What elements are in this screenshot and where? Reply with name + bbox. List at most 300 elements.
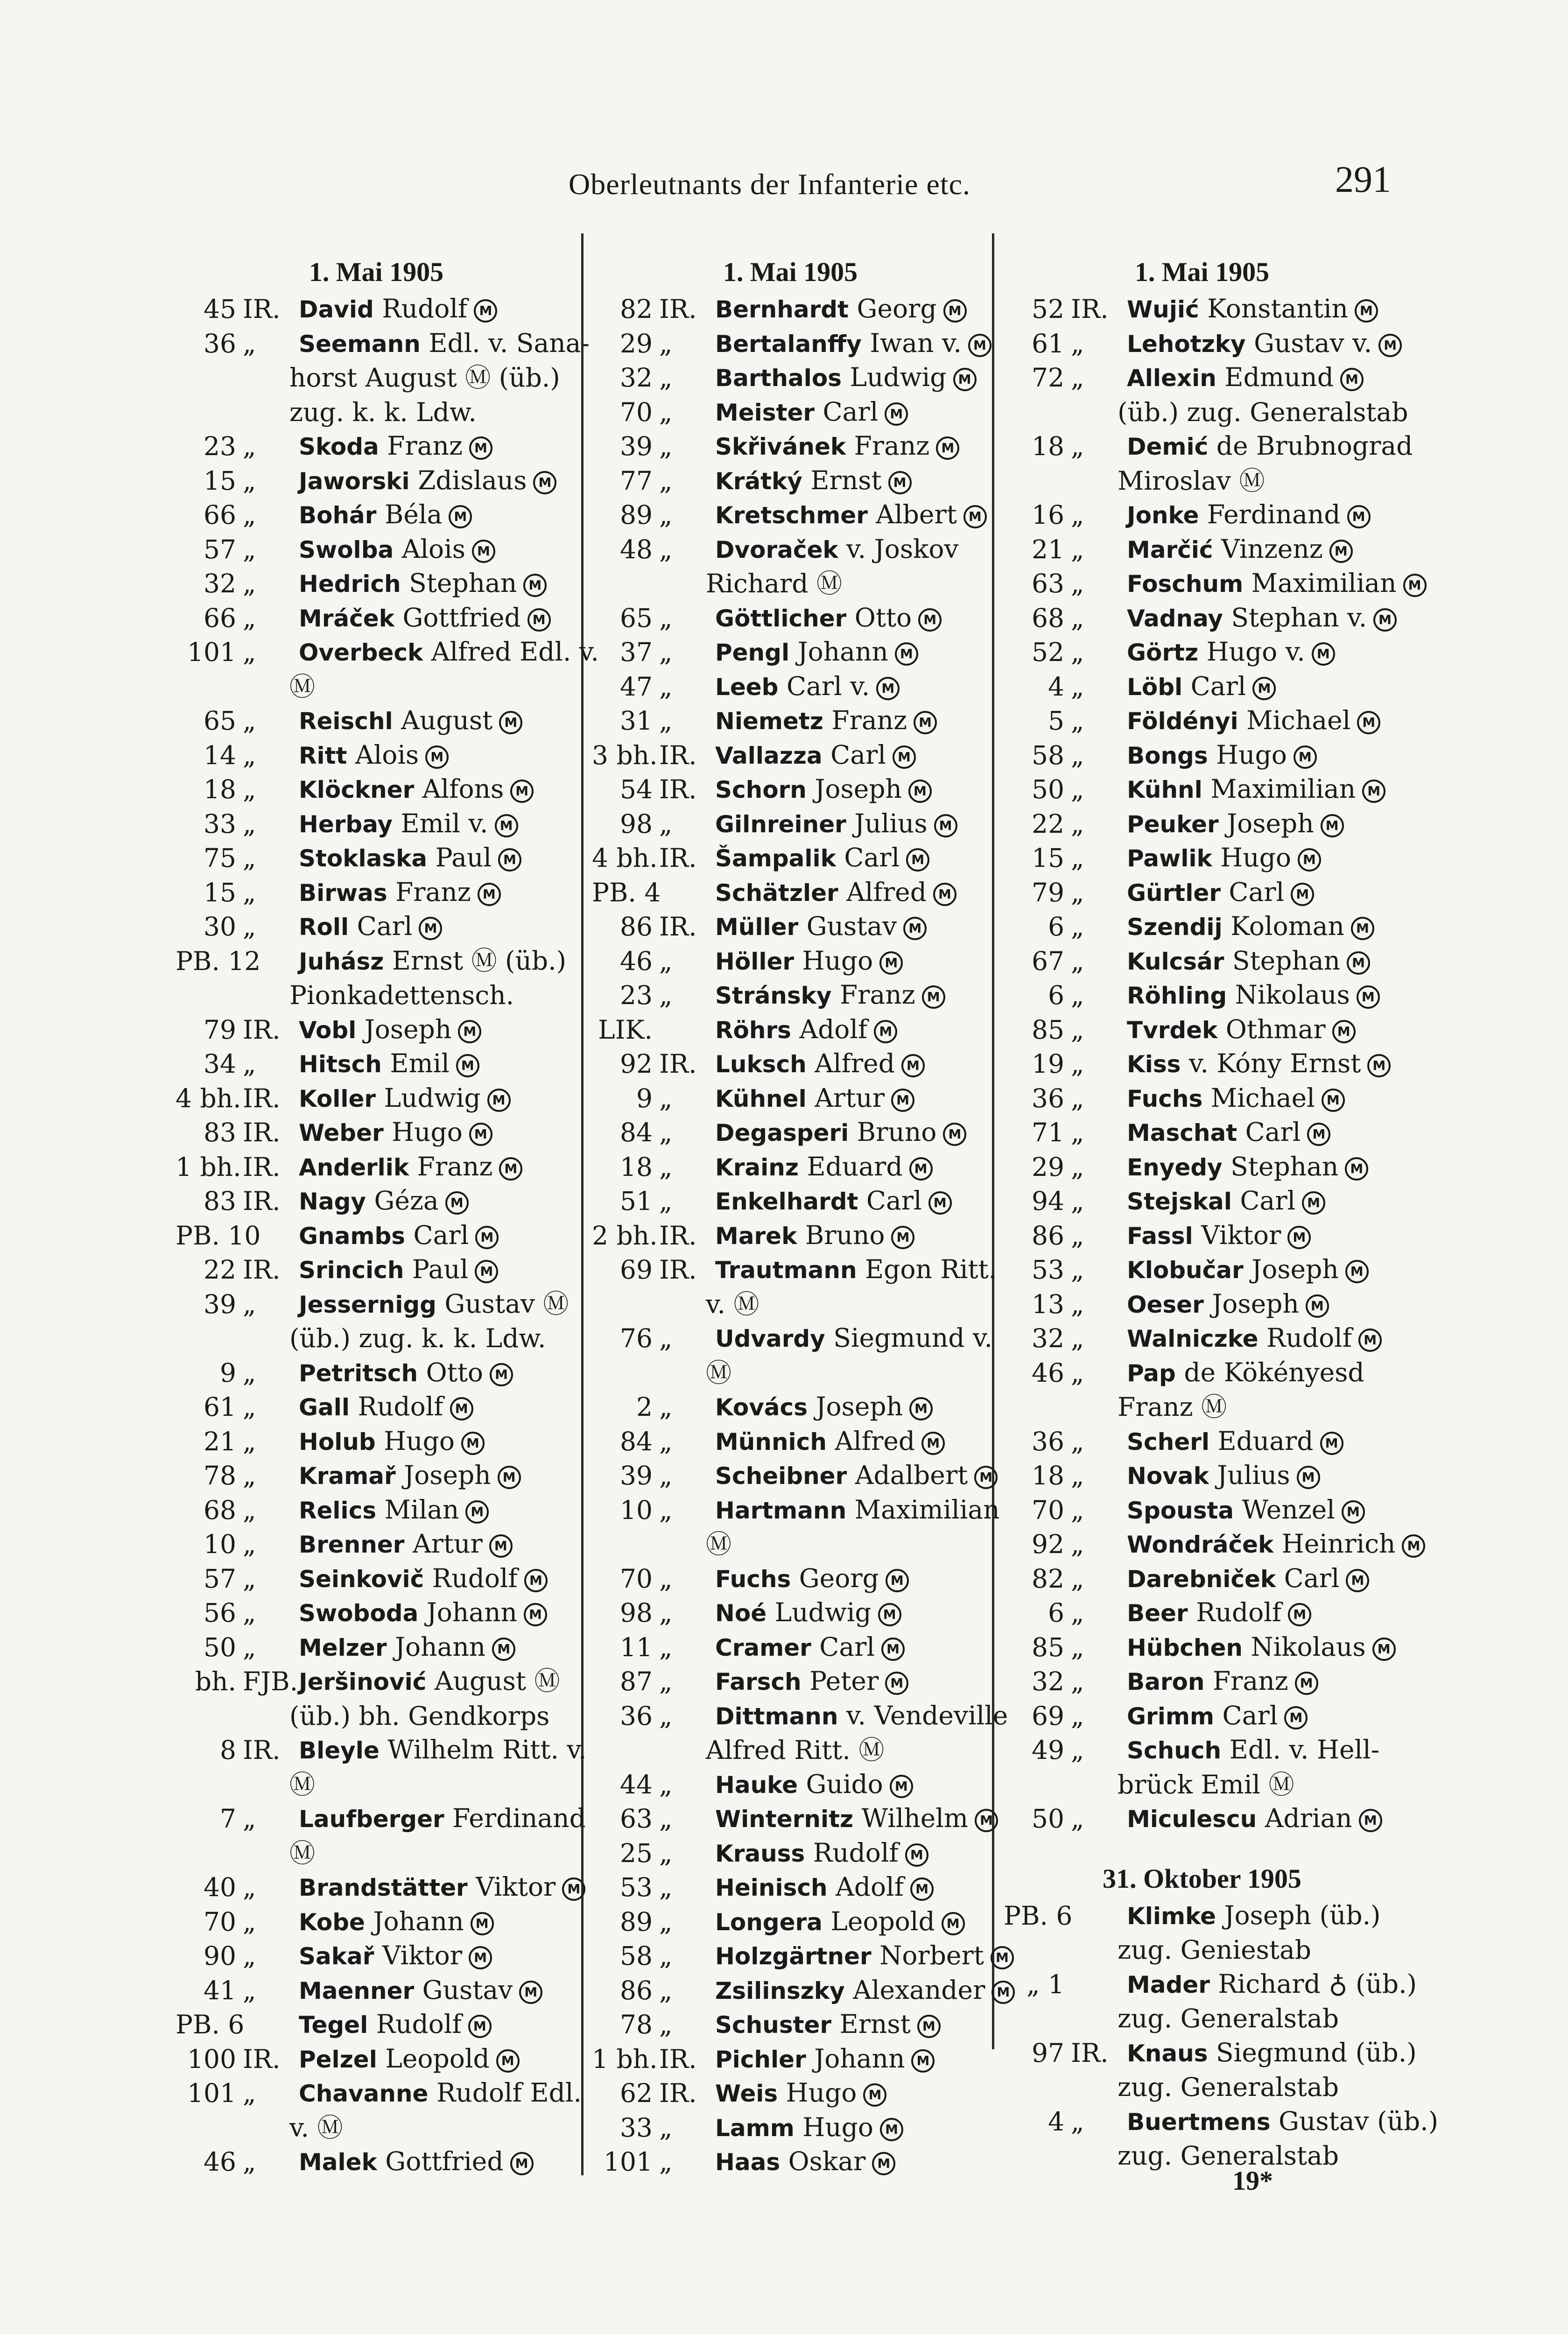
entry-unit: „ [1071, 2106, 1084, 2137]
list-item [176, 1733, 587, 1802]
surname: Gall [299, 1394, 350, 1421]
entry-name [1124, 635, 1335, 670]
given-name: Artur [412, 1529, 483, 1559]
section-heading: 31. Oktober 1905 [1103, 1863, 1301, 1894]
surname: Tvrdek [1127, 1016, 1218, 1044]
merit-mark-icon: M [903, 917, 927, 940]
surname: Vobl [299, 1016, 357, 1044]
list-item [1004, 1527, 1420, 1562]
entry-name [712, 1184, 952, 1219]
entry-number: 58 [620, 1941, 653, 1971]
surname: Juhász [299, 948, 384, 975]
entry-number: 84 [620, 1118, 653, 1147]
merit-mark-icon: M [469, 436, 492, 460]
entry-line [1004, 2036, 1417, 2071]
given-name: Julius [1217, 1460, 1290, 1490]
entry-number: 25 [620, 1838, 653, 1868]
surname: Beer [1127, 1600, 1188, 1627]
given-name: Hugo [802, 2112, 874, 2142]
entry-line [1004, 670, 1400, 704]
entry-line [1004, 1665, 1400, 1699]
surname: Dittmann [715, 1702, 838, 1730]
entry-unit: „ [1071, 774, 1084, 804]
surname: Jonke [1127, 502, 1199, 529]
entry-number: 46 [204, 2147, 236, 2177]
continuation-text: brück Emil Ⓜ [1118, 1769, 1294, 1800]
entry-unit: „ [659, 1632, 673, 1662]
surname: Bertalanffy [715, 330, 862, 358]
continuation-text: Franz Ⓜ [1118, 1392, 1227, 1422]
entry-unit: „ [659, 1906, 673, 1937]
merit-mark-icon: M [928, 1191, 952, 1215]
entry-unit: „ [659, 980, 673, 1010]
list-item [592, 2111, 989, 2145]
entry-name [296, 1047, 479, 1082]
entry-number: 101 [187, 637, 236, 667]
entry-name [1124, 360, 1364, 396]
entry-name [1124, 1493, 1365, 1528]
entry-name [1124, 772, 1385, 808]
merit-mark-icon: M [1332, 1020, 1356, 1043]
list-item [592, 1390, 989, 1425]
given-name: Albert [876, 499, 957, 529]
merit-mark-icon: M [921, 1432, 945, 1455]
list-item [592, 635, 989, 670]
entry-line [592, 1631, 989, 1665]
entry-line [592, 635, 989, 670]
list-item [176, 1184, 577, 1219]
given-name: Ludwig [774, 1597, 872, 1627]
entry-unit: „ [659, 808, 673, 839]
surname: Foschum [1127, 570, 1244, 598]
entry-line [592, 978, 989, 1013]
entry-number: 41 [204, 1975, 236, 2005]
surname: Mráček [299, 605, 394, 632]
merit-mark-icon: M [968, 334, 991, 357]
entry-unit: „ [659, 500, 673, 530]
merit-mark-icon: M [1294, 745, 1317, 769]
entry-unit: „ [1071, 637, 1084, 667]
entry-line [176, 1939, 577, 1974]
entry-number: 7 [220, 1804, 236, 1834]
merit-mark-icon: M [991, 1946, 1014, 1969]
surname: Walniczke [1127, 1325, 1259, 1352]
given-name: Carl [819, 1631, 875, 1662]
entry-number: 10 [204, 1529, 236, 1559]
entry-line [1004, 1596, 1400, 1631]
entry-number: 94 [1032, 1186, 1064, 1216]
list-item [176, 533, 577, 567]
entry-name [712, 326, 991, 362]
entry-line [1004, 1562, 1400, 1596]
entry-line [592, 292, 989, 327]
entry-number: 67 [1032, 946, 1064, 976]
surname: Melzer [299, 1634, 387, 1661]
entry-unit: IR. [659, 843, 697, 873]
entry-name [712, 1047, 925, 1082]
list-item [1004, 738, 1400, 773]
entry-unit: IR. [659, 1255, 697, 1285]
surname: Meister [715, 399, 815, 426]
given-name: Rudolf [358, 1392, 443, 1421]
entry-name [712, 1458, 998, 1494]
merit-mark-icon: M [449, 505, 472, 528]
list-item [1004, 1562, 1400, 1596]
list-item [1004, 1184, 1400, 1219]
entry-name [1124, 601, 1397, 636]
given-name: Guido [806, 1769, 883, 1799]
entry-number: 70 [204, 1906, 236, 1937]
entry-number: 52 [1032, 294, 1064, 324]
entry-name [712, 1218, 914, 1254]
list-item [176, 1116, 577, 1150]
entry-number: 23 [620, 980, 653, 1010]
entry-name [296, 1287, 569, 1322]
entry-number: 92 [1032, 1529, 1064, 1559]
merit-mark-icon: M [1367, 1054, 1391, 1077]
list-item [592, 1322, 993, 1390]
given-name: Gustav [806, 911, 897, 941]
given-name: Artur [815, 1083, 885, 1113]
entry-unit: „ [243, 1804, 256, 1834]
entry-line [176, 1425, 577, 1459]
given-name: Georg [799, 1563, 879, 1593]
list-item [176, 944, 577, 1013]
entry-line [176, 1356, 577, 1391]
entry-unit: „ [243, 912, 256, 942]
entry-unit: IR. [1071, 294, 1109, 324]
entry-continuation [176, 670, 577, 704]
page-header [560, 159, 1391, 215]
entry-unit: „ [243, 1289, 256, 1319]
surname: Göttlicher [715, 605, 847, 632]
entry-unit: „ [659, 946, 673, 976]
entry-number: 4 bh. [176, 1083, 241, 1113]
entry-line [176, 1253, 577, 1287]
entry-number: 31 [620, 706, 653, 736]
entry-name [296, 1218, 499, 1254]
given-name: August Ⓜ [434, 1666, 560, 1696]
entry-name [712, 1561, 909, 1597]
entry-name [296, 464, 556, 499]
surname: Kulcsár [1127, 948, 1224, 975]
merit-mark-icon: M [906, 848, 929, 872]
entry-line [176, 1082, 577, 1116]
entry-unit: „ [1071, 808, 1084, 839]
entry-line [592, 1425, 989, 1459]
entry-unit: „ [1071, 1529, 1084, 1559]
entry-unit: IR. [659, 2044, 697, 2074]
entry-name [1124, 1424, 1343, 1460]
entry-name [1124, 326, 1402, 362]
entry-unit: „ [243, 1529, 256, 1559]
merit-mark-icon: M [425, 745, 449, 769]
continuation-text: (üb.) zug. k. k. Ldw. [289, 1323, 546, 1353]
given-name: Béla [384, 499, 443, 529]
entry-name [296, 1012, 481, 1048]
entry-name [712, 1939, 1014, 1974]
entry-name [712, 429, 959, 464]
surname: Fuchs [1127, 1085, 1203, 1112]
entry-unit: „ [243, 706, 256, 736]
entry-number: 77 [620, 465, 653, 496]
entry-line [176, 327, 590, 361]
entry-unit: „ [1071, 1083, 1084, 1113]
entry-line [176, 944, 577, 979]
entry-line [1004, 773, 1400, 807]
entry-number: 57 [204, 534, 236, 564]
entry-line [1004, 292, 1400, 327]
list-item [176, 1802, 586, 1870]
entry-number: 69 [1032, 1701, 1064, 1731]
list-item [592, 1974, 1010, 2008]
surname: Malek [299, 2149, 377, 2176]
entry-name [712, 1252, 997, 1288]
entry-line [1004, 1013, 1400, 1047]
entry-name [296, 1870, 585, 1905]
given-name: Koloman [1230, 911, 1344, 941]
entry-unit: „ [1071, 431, 1084, 461]
entry-continuation [176, 1768, 577, 1802]
merit-mark-icon: M [895, 642, 918, 666]
merit-mark-icon: M [911, 2049, 935, 2073]
entry-number: PB. 6 [1004, 1900, 1073, 1931]
list-item [1004, 327, 1400, 361]
surname: Reischl [299, 708, 393, 735]
entry-number: PB. 4 [592, 877, 661, 907]
entry-name [296, 1664, 560, 1700]
list-item [176, 601, 577, 636]
entry-number: 78 [620, 2010, 653, 2039]
entry-unit: „ [243, 1975, 256, 2005]
merit-mark-icon: M [471, 1912, 494, 1935]
list-item [1004, 567, 1421, 601]
merit-mark-icon: M [490, 1363, 513, 1386]
given-name: Emil v. [401, 808, 488, 838]
given-name: Otto [854, 602, 912, 633]
entry-line [592, 2111, 989, 2145]
list-item [176, 2042, 577, 2077]
entry-unit: „ [1071, 1701, 1084, 1731]
entry-name [296, 1561, 548, 1597]
given-name: Gottfried [402, 602, 521, 633]
given-name: Egon Ritt. [865, 1254, 997, 1284]
entry-number: 101 [604, 2147, 653, 2177]
given-name: Leopold [385, 2043, 490, 2074]
surname: Fassl [1127, 1222, 1193, 1250]
entry-line [1004, 429, 1413, 464]
given-name: Adolf [799, 1014, 868, 1044]
list-item [592, 1631, 989, 1665]
given-name: Joseph [1227, 808, 1314, 838]
entry-line [176, 1733, 587, 1768]
surname: Barthalos [715, 365, 842, 392]
given-name: Carl v. [786, 671, 870, 701]
surname: Nagy [299, 1188, 366, 1215]
merit-mark-icon: M [936, 436, 959, 460]
entry-number: 53 [620, 1872, 653, 1902]
list-item [592, 1425, 989, 1459]
entry-continuation [1004, 2002, 1400, 2036]
list-item [592, 1116, 989, 1150]
entry-line [176, 1116, 577, 1150]
entry-number: 29 [620, 328, 653, 359]
entry-unit: „ [243, 1906, 256, 1937]
surname: Seemann [299, 330, 421, 358]
entry-line [1004, 1082, 1400, 1116]
list-item [1004, 1665, 1400, 1699]
list-item [592, 2008, 989, 2042]
entry-number: 101 [187, 2078, 236, 2108]
surname: Hauke [715, 1771, 798, 1799]
surname: Trautmann [715, 1257, 857, 1284]
given-name: Carl [1284, 1563, 1340, 1593]
surname: Gnambs [299, 1222, 406, 1250]
entry-name [1124, 1356, 1364, 1391]
list-item [176, 567, 577, 601]
entry-name [1124, 566, 1427, 602]
entry-name [712, 669, 900, 705]
given-name: Rudolf Edl. [436, 2078, 582, 2108]
entry-name [296, 1973, 542, 2009]
entry-unit: „ [659, 2147, 673, 2177]
entry-unit: „ [1071, 1735, 1084, 1765]
entry-name [1124, 1321, 1382, 1357]
surname: Chavanne [299, 2080, 429, 2107]
list-item [592, 1939, 1009, 1974]
entry-line [1004, 533, 1400, 567]
merit-mark-icon: M [891, 1089, 914, 1112]
list-item [1004, 876, 1400, 910]
entry-line [592, 1665, 989, 1699]
entry-name [1124, 944, 1370, 979]
entry-unit: „ [243, 1872, 256, 1902]
entry-number: 49 [1032, 1735, 1064, 1765]
entry-line [1004, 1527, 1420, 1562]
entry-name [712, 978, 945, 1013]
merit-mark-icon: M [893, 745, 916, 769]
entry-unit: „ [1071, 706, 1084, 736]
merit-mark-icon: M [886, 1569, 909, 1592]
given-name: Wenzel [1242, 1494, 1335, 1525]
entry-number: 6 [1048, 1598, 1064, 1628]
entry-line [176, 1493, 577, 1528]
given-name: de Brubnograd [1216, 431, 1413, 461]
entry-number: 71 [1032, 1118, 1064, 1147]
merit-mark-icon: M [922, 985, 945, 1009]
entry-name [296, 1150, 522, 1185]
entry-name [712, 498, 987, 533]
merit-mark-icon: M [1357, 985, 1380, 1009]
entry-unit: „ [659, 1118, 673, 1147]
entry-continuation [176, 1836, 577, 1871]
entry-line [176, 1287, 577, 1322]
list-item [1004, 1253, 1400, 1287]
entry-name [712, 1905, 965, 1940]
given-name: Edl. v. Sana- [429, 328, 590, 358]
entry-unit: „ [659, 1323, 673, 1353]
entry-number: 90 [204, 1941, 236, 1971]
list-item [592, 498, 989, 533]
surname: Stoklaska [299, 845, 428, 872]
entry-number: 33 [620, 2112, 653, 2143]
entry-line [1004, 1699, 1400, 1734]
list-item [176, 464, 577, 499]
given-name: Stephan v. [1231, 602, 1367, 633]
list-item [1004, 361, 1408, 429]
surname: Jaworski [299, 467, 410, 495]
given-name: Adrian [1265, 1803, 1352, 1833]
entry-unit: „ [659, 328, 673, 359]
entry-name [296, 1596, 547, 1631]
merit-mark-icon: M [475, 1226, 499, 1249]
entry-number: 76 [620, 1323, 653, 1353]
entry-line [592, 361, 989, 395]
surname: Skřivánek [715, 433, 846, 460]
surname: Maenner [299, 1977, 415, 2004]
entry-number: 85 [1032, 1632, 1064, 1662]
surname: Krátký [715, 467, 802, 495]
list-item [176, 1527, 577, 1562]
entry-unit: „ [243, 1392, 256, 1422]
list-item [1004, 1699, 1400, 1734]
entry-name [712, 601, 942, 636]
merit-mark-icon: M [472, 540, 495, 563]
entry-number: 79 [204, 1014, 236, 1045]
entry-unit: „ [659, 1975, 673, 2005]
merit-mark-icon: M [891, 1226, 914, 1249]
entry-number: 15 [1032, 843, 1064, 873]
merit-mark-icon: M [510, 780, 534, 803]
continuation-text: v. Ⓜ [289, 2112, 343, 2143]
list-item [1004, 1968, 1417, 2036]
entry-line [176, 1905, 577, 1940]
given-name: v. Kóny Ernst [1188, 1048, 1361, 1078]
merit-mark-icon: M [474, 299, 497, 323]
entry-unit: IR. [659, 740, 697, 770]
list-item [592, 704, 989, 738]
merit-mark-icon: M [492, 1638, 515, 1661]
list-item [592, 601, 989, 636]
merit-mark-icon: M [510, 2152, 534, 2175]
given-name: Nikolaus [1235, 980, 1350, 1010]
entry-name [296, 566, 547, 602]
given-name: Hugo [384, 1426, 455, 1456]
surname: Kovács [715, 1394, 808, 1421]
entry-name [1124, 909, 1374, 945]
given-name: Johann [373, 1906, 464, 1936]
entry-line [1004, 738, 1400, 773]
surname: Lehotzky [1127, 330, 1246, 358]
surname: Wujić [1127, 296, 1199, 323]
entry-unit: „ [243, 431, 256, 461]
entry-continuation [592, 1733, 989, 1768]
entry-line [176, 773, 577, 807]
entry-unit: „ [243, 465, 256, 496]
entry-name [712, 1493, 1000, 1528]
entry-name [1124, 1801, 1382, 1837]
surname: Noé [715, 1600, 767, 1627]
entry-unit: IR. [243, 1735, 281, 1765]
list-item [176, 1150, 577, 1185]
column-2 [592, 252, 1010, 2179]
entry-unit: „ [1071, 1049, 1084, 1079]
list-item [592, 1013, 989, 1047]
entry-name [296, 292, 497, 327]
given-name: Carl [866, 1186, 922, 1216]
entry-unit: „ [1071, 1804, 1084, 1834]
surname: Enkelhardt [715, 1188, 858, 1215]
